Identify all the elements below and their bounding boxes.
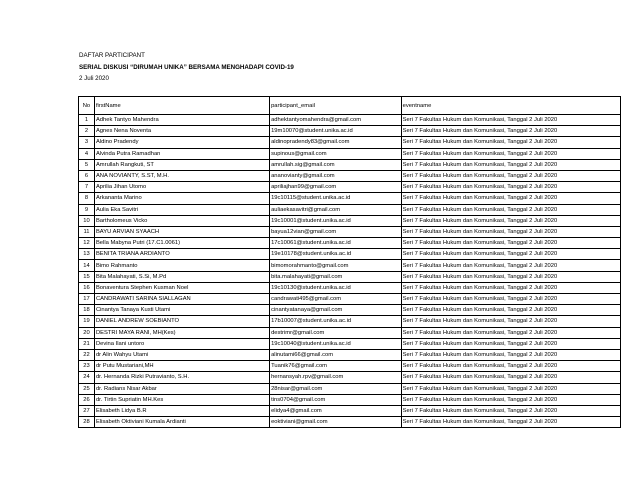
cell-no: 24 [79, 372, 95, 383]
cell-participant-email: adhektantyomahendra@gmail.com [270, 115, 402, 126]
table-row [79, 249, 621, 260]
table-row [79, 316, 621, 327]
cell-no: 5 [79, 159, 95, 170]
cell-first-name: BAYU ARVIAN SYAACH [94, 226, 269, 237]
table-row [79, 394, 621, 405]
cell-participant-email: auliaekasavitri@gmail.com [270, 204, 402, 215]
cell-event-name: Seri 7 Fakultas Hukum dan Komunikasi, Tanggal 2 Juli 2020 [401, 417, 620, 428]
table-row [79, 282, 621, 293]
cell-participant-email: 17c10061@student.unika.ac.id [270, 238, 402, 249]
cell-participant-email: 19e10178@student.unika.ac.id [270, 249, 402, 260]
cell-event-name: Seri 7 Fakultas Hukum dan Komunikasi, Tanggal 2 Juli 2020 [401, 394, 620, 405]
cell-first-name: Aprilia Jihan Utomo [94, 182, 269, 193]
cell-participant-email: cinantyatanaya@gmail.com [270, 305, 402, 316]
cell-first-name: Elisabeth Lidya B.R [94, 405, 269, 416]
cell-first-name: Bella Mabyna Putri (17.C1.0061) [94, 238, 269, 249]
cell-participant-email: Tuanik76@gmail.com [270, 361, 402, 372]
document-title: DAFTAR PARTICIPANT [79, 52, 145, 59]
cell-no: 17 [79, 294, 95, 305]
cell-no: 26 [79, 394, 95, 405]
cell-no: 2 [79, 126, 95, 137]
cell-participant-email: bayua12vian@gmail.com [270, 226, 402, 237]
cell-participant-email: destrimr@gmail.com [270, 327, 402, 338]
cell-no: 19 [79, 316, 95, 327]
cell-no: 1 [79, 115, 95, 126]
cell-participant-email: eoktiviani@gmail.com [270, 417, 402, 428]
cell-participant-email: amrullah.sig@gmail.com [270, 159, 402, 170]
cell-event-name: Seri 7 Fakultas Hukum dan Komunikasi, Tanggal 2 Juli 2020 [401, 170, 620, 181]
cell-first-name: BENITA TRIANA ARDIANTO [94, 249, 269, 260]
cell-first-name: ANA NOVIANTY, S.ST, M.H. [94, 170, 269, 181]
cell-no: 20 [79, 327, 95, 338]
table-row [79, 271, 621, 282]
cell-event-name: Seri 7 Fakultas Hukum dan Komunikasi, Tanggal 2 Juli 2020 [401, 372, 620, 383]
cell-event-name: Seri 7 Fakultas Hukum dan Komunikasi, Tanggal 2 Juli 2020 [401, 361, 620, 372]
cell-first-name: Adhek Tantyo Mahendra [94, 115, 269, 126]
table-row [79, 148, 621, 159]
header-no: No [79, 97, 95, 115]
cell-no: 12 [79, 238, 95, 249]
cell-participant-email: candrawati495@gmail.com [270, 294, 402, 305]
cell-participant-email: tins0704@gmail.com [270, 394, 402, 405]
cell-no: 22 [79, 349, 95, 360]
cell-participant-email: 19c10040@student.unika.ac.id [270, 338, 402, 349]
cell-event-name: Seri 7 Fakultas Hukum dan Komunikasi, Tanggal 2 Juli 2020 [401, 305, 620, 316]
cell-event-name: Seri 7 Fakultas Hukum dan Komunikasi, Tanggal 2 Juli 2020 [401, 282, 620, 293]
cell-no: 9 [79, 204, 95, 215]
table-row [79, 417, 621, 428]
cell-no: 4 [79, 148, 95, 159]
document-subtitle: SERIAL DISKUSI “DIRUMAH UNIKA” BERSAMA MENGHADAPI COVID-19 [79, 64, 294, 71]
cell-event-name: Seri 7 Fakultas Hukum dan Komunikasi, Tanggal 2 Juli 2020 [401, 294, 620, 305]
cell-event-name: Seri 7 Fakultas Hukum dan Komunikasi, Tanggal 2 Juli 2020 [401, 159, 620, 170]
cell-first-name: Bimo Rahmanto [94, 260, 269, 271]
participant-table [78, 96, 621, 428]
cell-event-name: Seri 7 Fakultas Hukum dan Komunikasi, Tanggal 2 Juli 2020 [401, 405, 620, 416]
table-row [79, 361, 621, 372]
header-participant-email: participant_email [270, 97, 402, 115]
cell-event-name: Seri 7 Fakultas Hukum dan Komunikasi, Tanggal 2 Juli 2020 [401, 338, 620, 349]
cell-no: 25 [79, 383, 95, 394]
cell-participant-email: 19c10130@student.unika.ac.id [270, 282, 402, 293]
cell-no: 23 [79, 361, 95, 372]
cell-event-name: Seri 7 Fakultas Hukum dan Komunikasi, Tanggal 2 Juli 2020 [401, 383, 620, 394]
table-row [79, 170, 621, 181]
cell-participant-email: ananovianty@gmail.com [270, 170, 402, 181]
cell-event-name: Seri 7 Fakultas Hukum dan Komunikasi, Tanggal 2 Juli 2020 [401, 115, 620, 126]
cell-first-name: Elisabeth Oktiviani Kumala Ardianti [94, 417, 269, 428]
cell-event-name: Seri 7 Fakultas Hukum dan Komunikasi, Tanggal 2 Juli 2020 [401, 126, 620, 137]
cell-participant-email: bimomorahmanto@gmail.com [270, 260, 402, 271]
cell-first-name: Aldino Pradendy [94, 137, 269, 148]
cell-no: 15 [79, 271, 95, 282]
cell-first-name: Arkananta Marino [94, 193, 269, 204]
cell-participant-email: alinutami66@gmail.com [270, 349, 402, 360]
cell-first-name: dr. Hernanda Rizki Putravianto, S.H. [94, 372, 269, 383]
cell-first-name: Devina Ilani untoro [94, 338, 269, 349]
cell-event-name: Seri 7 Fakultas Hukum dan Komunikasi, Tanggal 2 Juli 2020 [401, 327, 620, 338]
cell-first-name: Aulia Eka Savitri [94, 204, 269, 215]
table-row [79, 137, 621, 148]
cell-participant-email: 19m10070@student.unika.ac.id [270, 126, 402, 137]
cell-no: 10 [79, 215, 95, 226]
table-row [79, 159, 621, 170]
cell-no: 7 [79, 182, 95, 193]
cell-participant-email: 19c10001@student.unika.ac.id [270, 215, 402, 226]
cell-no: 6 [79, 170, 95, 181]
cell-event-name: Seri 7 Fakultas Hukum dan Komunikasi, Tanggal 2 Juli 2020 [401, 349, 620, 360]
cell-first-name: Bartholomeus Vicko [94, 215, 269, 226]
cell-no: 27 [79, 405, 95, 416]
cell-first-name: Bita Malahayati, S.Si, M.Pd [94, 271, 269, 282]
cell-participant-email: 28nisar@gmail.com [270, 383, 402, 394]
cell-first-name: CANDRAWATI SARINA SIALLAGAN [94, 294, 269, 305]
cell-event-name: Seri 7 Fakultas Hukum dan Komunikasi, Tanggal 2 Juli 2020 [401, 226, 620, 237]
cell-event-name: Seri 7 Fakultas Hukum dan Komunikasi, Tanggal 2 Juli 2020 [401, 271, 620, 282]
cell-first-name: Cinantya Tanaya Kusti Utami [94, 305, 269, 316]
table-header-row [79, 97, 621, 115]
table-row [79, 349, 621, 360]
cell-no: 11 [79, 226, 95, 237]
document-date: 2 Juli 2020 [79, 75, 109, 82]
cell-event-name: Seri 7 Fakultas Hukum dan Komunikasi, Tanggal 2 Juli 2020 [401, 148, 620, 159]
cell-event-name: Seri 7 Fakultas Hukum dan Komunikasi, Tanggal 2 Juli 2020 [401, 137, 620, 148]
cell-participant-email: apriliajhan99@gmail.com [270, 182, 402, 193]
table-row [79, 193, 621, 204]
table-row [79, 327, 621, 338]
cell-no: 3 [79, 137, 95, 148]
cell-first-name: dr Putu Mustariani,MH [94, 361, 269, 372]
cell-participant-email: supinous@gmail.com [270, 148, 402, 159]
table-row [79, 338, 621, 349]
table-row [79, 383, 621, 394]
table-row [79, 372, 621, 383]
cell-first-name: DANIEL ANDREW SOEBIANTO [94, 316, 269, 327]
cell-participant-email: hernansyah.rpv@gmail.com [270, 372, 402, 383]
table-row [79, 238, 621, 249]
cell-event-name: Seri 7 Fakultas Hukum dan Komunikasi, Tanggal 2 Juli 2020 [401, 193, 620, 204]
cell-event-name: Seri 7 Fakultas Hukum dan Komunikasi, Tanggal 2 Juli 2020 [401, 215, 620, 226]
cell-no: 21 [79, 338, 95, 349]
cell-first-name: Alvinda Putra Ramadhan [94, 148, 269, 159]
table-row [79, 126, 621, 137]
cell-first-name: dr Alin Wahyu Utami [94, 349, 269, 360]
cell-event-name: Seri 7 Fakultas Hukum dan Komunikasi, Tanggal 2 Juli 2020 [401, 316, 620, 327]
table-row [79, 115, 621, 126]
table-row [79, 405, 621, 416]
table-row [79, 294, 621, 305]
table-row [79, 305, 621, 316]
cell-no: 14 [79, 260, 95, 271]
table-row [79, 260, 621, 271]
cell-first-name: Bonaventura Stephen Kusman Noel [94, 282, 269, 293]
cell-first-name: dr. Radians Nisar Akbar [94, 383, 269, 394]
cell-participant-email: bita.malahayati@gmail.com [270, 271, 402, 282]
cell-no: 13 [79, 249, 95, 260]
cell-first-name: dr. Tirtin Supriatin MH.Kes [94, 394, 269, 405]
cell-participant-email: 17b10007@student.unika.ac.id [270, 316, 402, 327]
cell-first-name: Amrullah Rangkuti, ST [94, 159, 269, 170]
table-row [79, 226, 621, 237]
table-row [79, 215, 621, 226]
cell-no: 18 [79, 305, 95, 316]
cell-event-name: Seri 7 Fakultas Hukum dan Komunikasi, Tanggal 2 Juli 2020 [401, 249, 620, 260]
cell-event-name: Seri 7 Fakultas Hukum dan Komunikasi, Tanggal 2 Juli 2020 [401, 182, 620, 193]
cell-event-name: Seri 7 Fakultas Hukum dan Komunikasi, Tanggal 2 Juli 2020 [401, 260, 620, 271]
cell-event-name: Seri 7 Fakultas Hukum dan Komunikasi, Tanggal 2 Juli 2020 [401, 238, 620, 249]
cell-participant-email: 19c10115@student.unika.ac.id [270, 193, 402, 204]
cell-event-name: Seri 7 Fakultas Hukum dan Komunikasi, Tanggal 2 Juli 2020 [401, 204, 620, 215]
cell-no: 28 [79, 417, 95, 428]
header-event-name: eventname [401, 97, 620, 115]
header-first-name: firstName [94, 97, 269, 115]
cell-participant-email: aldinopradendy83@gmail.com [270, 137, 402, 148]
cell-no: 8 [79, 193, 95, 204]
cell-participant-email: elidya4@gmail.com [270, 405, 402, 416]
table-row [79, 182, 621, 193]
cell-first-name: DESTRI MAYA RANI, MH(Kes) [94, 327, 269, 338]
cell-first-name: Agnes Nena Noventa [94, 126, 269, 137]
table-row [79, 204, 621, 215]
cell-no: 16 [79, 282, 95, 293]
